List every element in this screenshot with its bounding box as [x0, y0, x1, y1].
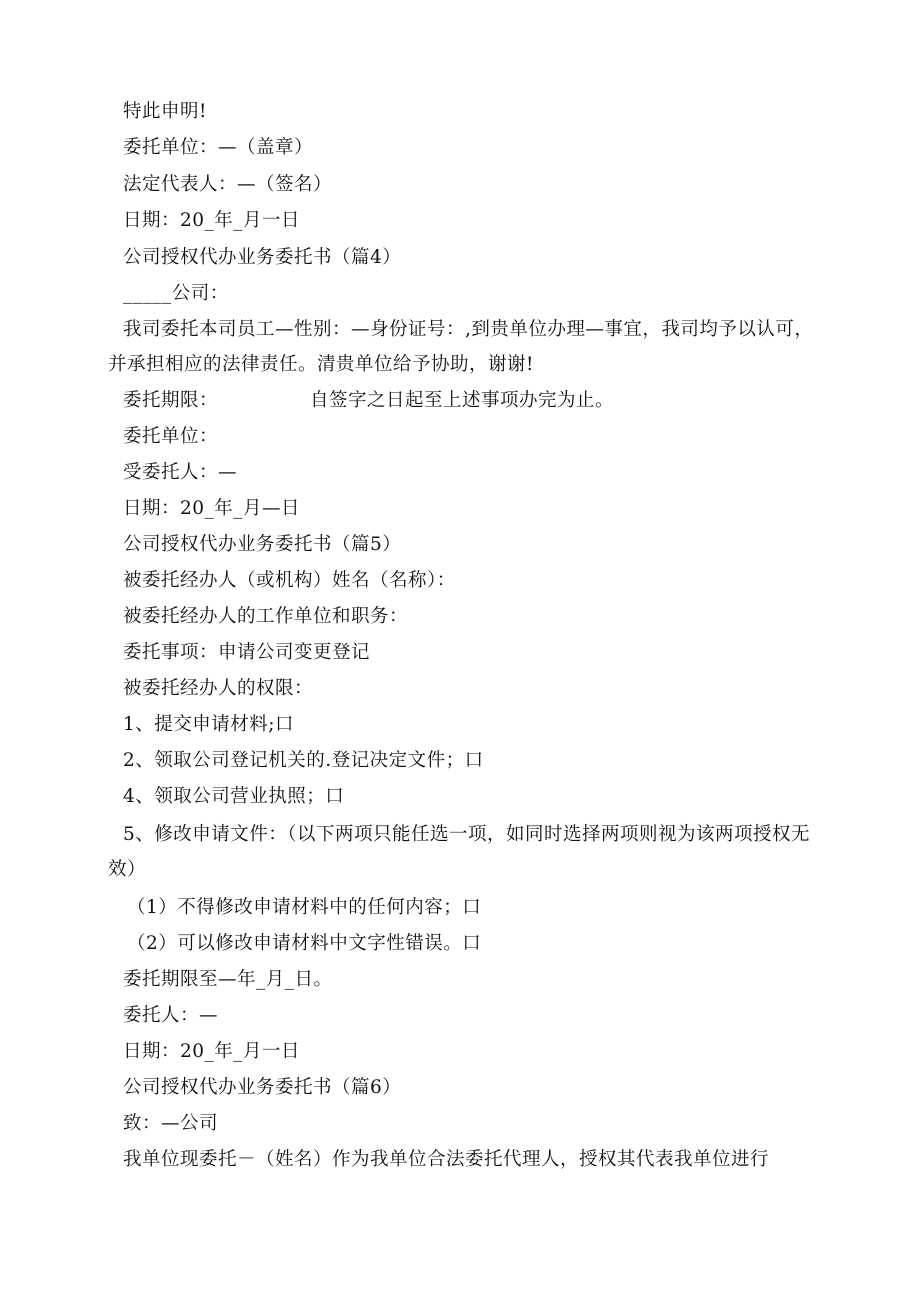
authority-item-5: 5、修改申请文件：（以下两项只能任选一项，如同时选择两项则视为该两项授权无	[123, 824, 811, 845]
agent-name-line: 被委托经办人（或机构）姓名（名称）：	[123, 570, 456, 591]
principal-line: 委托人：—	[123, 1005, 219, 1026]
section-heading-6: 公司授权代办业务委托书（篇6）	[123, 1077, 402, 1098]
entrusted-matter-line: 委托事项：申请公司变更登记	[123, 642, 371, 663]
to-company-line: 致：—公司	[123, 1113, 219, 1134]
body-paragraph-continuation: 并承担相应的法律责任。清贵单位给予协助，谢谢!	[108, 354, 534, 375]
section-heading-5: 公司授权代办业务委托书（篇5）	[123, 534, 402, 555]
authority-item-4: 4、领取公司营业执照；口	[123, 786, 345, 807]
authority-item-5-continuation: 效）	[108, 859, 147, 880]
agent-authority-line: 被委托经办人的权限：	[123, 678, 314, 699]
date-line: 日期：20_年_月一日	[123, 210, 301, 231]
authority-option-2: （2）可以修改申请材料中文字性错误。口	[127, 933, 482, 954]
appointment-paragraph-line: 我单位现委托－（姓名）作为我单位合法委托代理人，授权其代表我单位进行	[123, 1149, 770, 1170]
section-heading-4: 公司授权代办业务委托书（篇4）	[123, 247, 402, 268]
legal-representative-line: 法定代表人：—（签名）	[123, 174, 333, 195]
entrust-period-label: 委托期限：	[123, 390, 219, 411]
entrust-period-value: 自签字之日起至上述事项办完为止。	[310, 390, 615, 411]
authority-option-1: （1）不得修改申请材料中的任何内容；口	[127, 897, 482, 918]
agent-workplace-line: 被委托经办人的工作单位和职务：	[123, 606, 409, 627]
authority-item-1: 1、提交申请材料;口	[123, 714, 295, 735]
addressee-line: _____公司：	[123, 283, 229, 304]
authority-item-2: 2、领取公司登记机关的.登记决定文件；口	[123, 750, 484, 771]
body-paragraph-line: 我司委托本司员工—性别：—身份证号：,到贵单位办理—事宜，我司均予以认可，	[123, 319, 814, 340]
entrust-period-line	[123, 388, 614, 414]
trustee-line: 受委托人：—	[123, 462, 238, 483]
date-line: 日期：20_年_月一日	[123, 1041, 301, 1062]
entrust-period-until-line: 委托期限至—年_月_日。	[123, 969, 333, 990]
entrusting-unit-seal-line: 委托单位：—（盖章）	[123, 137, 314, 158]
date-line: 日期：20_年_月—日	[123, 498, 301, 519]
entrusting-unit-line: 委托单位：	[123, 426, 219, 447]
declaration-line: 特此申明!	[123, 101, 207, 122]
